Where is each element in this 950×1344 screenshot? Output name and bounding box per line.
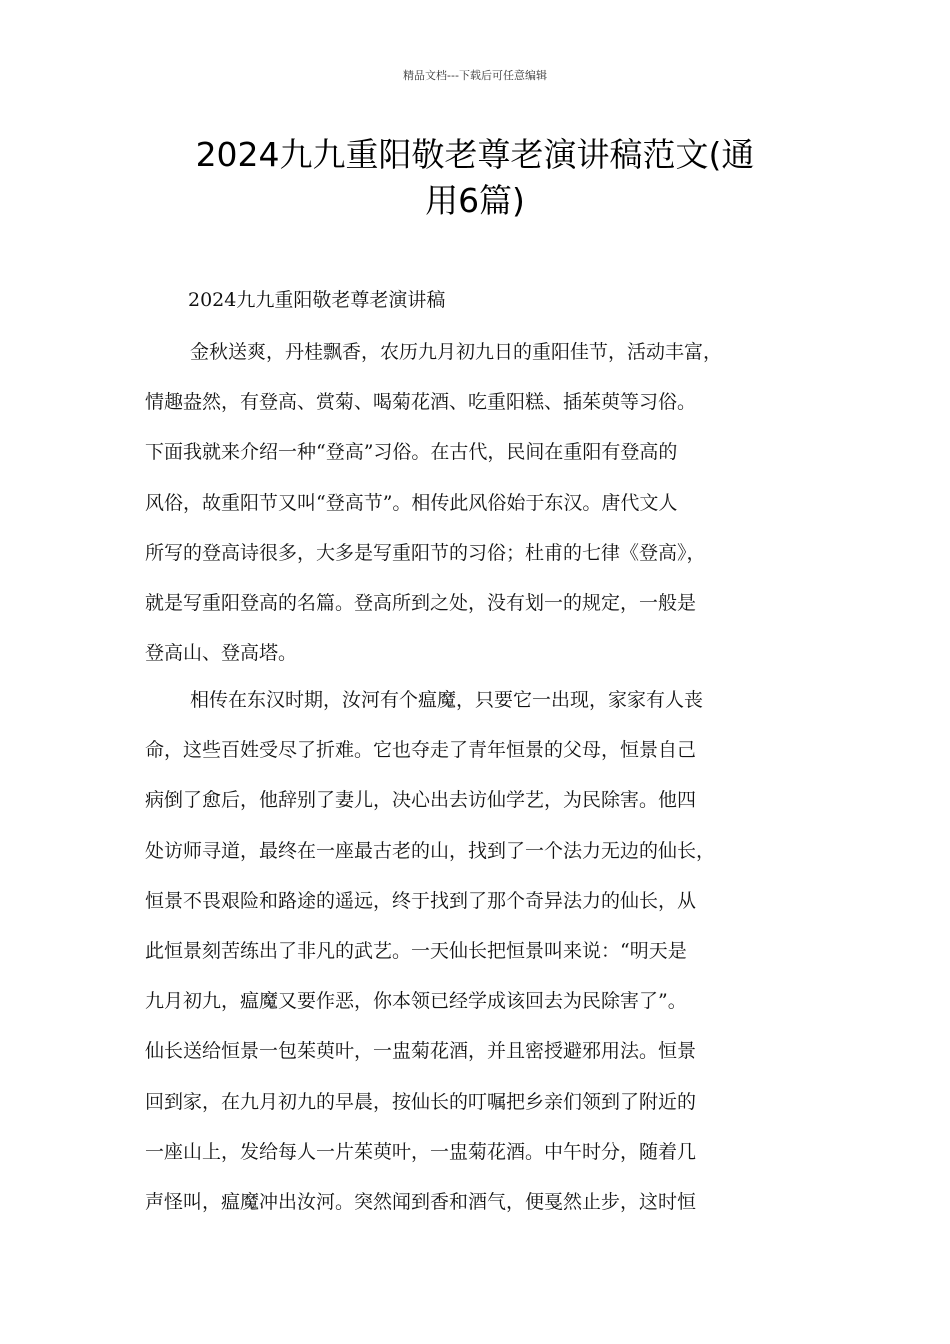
- paragraph-line: 登高山、登高塔。: [145, 642, 298, 665]
- paragraph-line: 声怪叫，瘟魔冲出汝河。突然闻到香和酒气，便戛然止步，这时恒: [145, 1190, 697, 1213]
- document-subtitle: 2024九九重阳敬老尊老演讲稿: [188, 289, 446, 311]
- paragraph: [145, 327, 805, 678]
- paragraph-line: 就是写重阳登高的名篇。登高所到之处，没有划一的规定，一般是: [145, 591, 697, 614]
- paragraph-line: 回到家，在九月初九的早晨，按仙长的叮嘱把乡亲们领到了附近的: [145, 1090, 697, 1113]
- paragraph-line: 处访师寻道，最终在一座最古老的山，找到了一个法力无边的仙长，: [145, 839, 716, 862]
- paragraph-line: 恒景不畏艰险和路途的遥远，终于找到了那个奇异法力的仙长，从: [145, 889, 697, 912]
- paragraph-line: 所写的登高诗很多，大多是写重阳节的习俗；杜甫的七律《登高》，: [145, 541, 706, 564]
- document-title: [130, 132, 820, 224]
- paragraph-line: 下面我就来介绍一种“登高”习俗。在古代，民间在重阳有登高的: [145, 441, 678, 464]
- title-line: 2024九九重阳敬老尊老演讲稿范文(通: [195, 135, 755, 174]
- paragraph-line: 仙长送给恒景一包茱萸叶，一盅菊花酒，并且密授避邪用法。恒景: [145, 1040, 697, 1063]
- paragraph-line: 病倒了愈后，他辞别了妻儿，决心出去访仙学艺，为民除害。他四: [145, 789, 697, 812]
- paragraph-line: 相传在东汉时期，汝河有个瘟魔，只要它一出现，家家有人丧: [190, 689, 704, 711]
- paragraph-line: 此恒景刻苦练出了非凡的武艺。一天仙长把恒景叫来说：“明天是: [145, 939, 687, 962]
- header-note: 精品文档---下载后可任意编辑: [403, 69, 547, 82]
- paragraph-line: 金秋送爽，丹桂飘香，农历九月初九日的重阳佳节，活动丰富，: [190, 341, 723, 363]
- paragraph-line: 九月初九，瘟魔又要作恶，你本领已经学成该回去为民除害了”。: [145, 990, 687, 1013]
- paragraph: [145, 675, 805, 1227]
- paragraph-line: 风俗，故重阳节又叫“登高节”。相传此风俗始于东汉。唐代文人: [145, 491, 678, 514]
- paragraph-line: 命，这些百姓受尽了折难。它也夺走了青年恒景的父母，恒景自己: [145, 739, 697, 762]
- paragraph-line: 一座山上，发给每人一片茱萸叶，一盅菊花酒。中午时分，随着几: [145, 1140, 697, 1163]
- paragraph-line: 情趣盎然，有登高、赏菊、喝菊花酒、吃重阳糕、插茱萸等习俗。: [145, 391, 697, 414]
- title-line: 用6篇): [425, 181, 525, 220]
